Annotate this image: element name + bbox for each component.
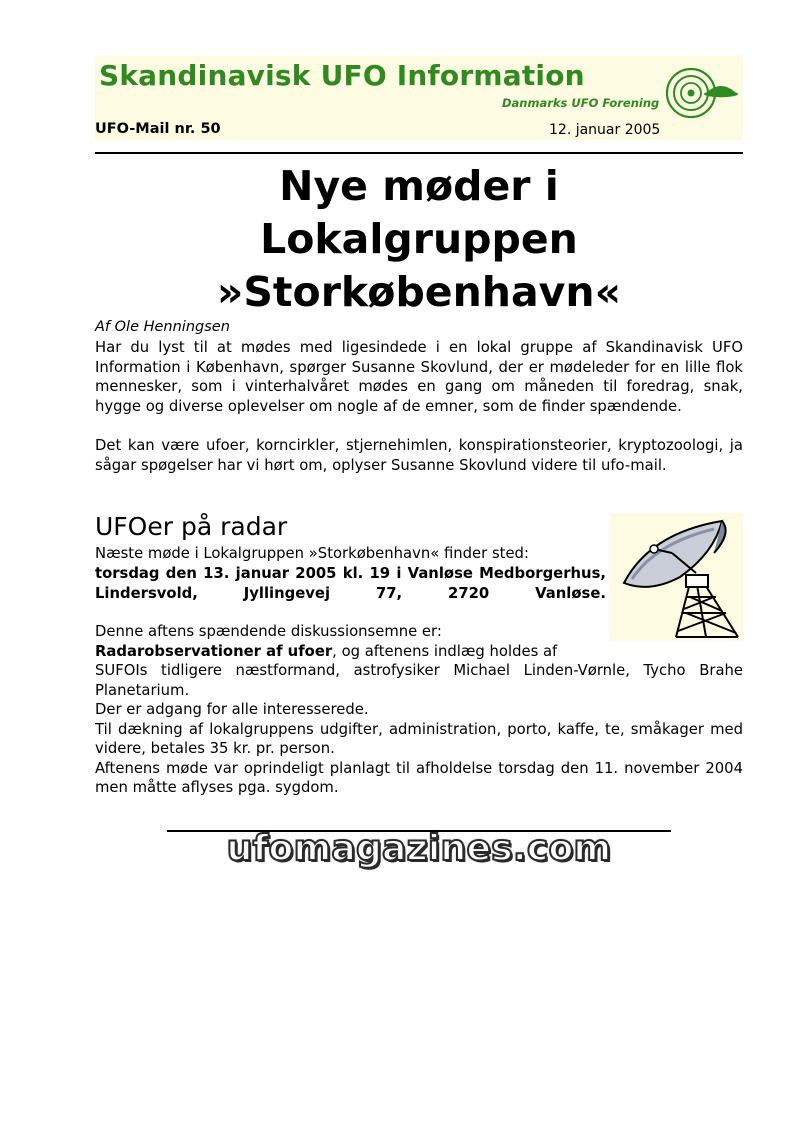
ufo-target-logo-icon [663, 62, 741, 124]
meeting-time-place: torsdag den 13. januar 2005 kl. 19 i Vanløse Medborgerhus, Lindersvold, Jyllingevej 77, 2720 Vanløse. [95, 565, 606, 602]
headline-line-1: Nye møder i [279, 162, 559, 210]
article-paragraph-2: Det kan være ufoer, korncirkler, stjernehimlen, konspirationsteorier, kryptozoologi, ja sågar spøgelser har vi hørt om, oplyser Susanne Skovlund videre til ufo-mail. [95, 437, 743, 474]
topic-title: Radarobservationer af ufoer [95, 643, 333, 660]
original-date-note: Aftenens møde var oprindeligt planlagt til afholdelse torsdag den 11. november 2004 men måtte aflyses pga. sygdom. [95, 759, 743, 796]
topic-line [95, 642, 606, 662]
costs-note: Til dækning af lokalgruppens udgifter, administration, porto, kaffe, te, småkager med videre, betales 35 kr. pr. person. [95, 720, 743, 757]
issue-date: 12. januar 2005 [549, 122, 661, 138]
article-byline: Af Ole Henningsen [95, 319, 230, 335]
issue-number: UFO-Mail nr. 50 [95, 121, 221, 137]
masthead-banner [95, 56, 743, 140]
section-heading: UFOer på radar [95, 512, 288, 541]
headline-line-2: Lokalgruppen [260, 215, 578, 263]
topic-speaker-intro: , og aftenens indlæg holdes af [332, 643, 558, 660]
organization-name: Danmarks UFO Forening [502, 96, 660, 110]
article-paragraph-1: Har du lyst til at mødes med ligesindede i en lokal gruppe af Skandinavisk UFO Information i København, spørger Susanne Skovlund, der er mødeleder for en lille flok mennesker, som i vinterhalvåret mødes en gang om måneden til foredrag, snak, hygge og diverse oplevelser om nogle af de emner, som de finder spændende. [95, 339, 743, 415]
article-headline [95, 160, 743, 319]
newsletter-page [95, 56, 743, 869]
watermark-text: ufomagazines.com [226, 828, 612, 869]
header-divider [95, 152, 743, 154]
headline-line-3: »Storkøbenhavn« [216, 268, 622, 316]
section-body [95, 661, 743, 798]
meeting-intro: Næste møde i Lokalgruppen »Storkøbenhavn« finder sted: [95, 545, 529, 562]
access-note: Der er adgang for alle interesserede. [95, 701, 369, 718]
speaker-details: SUFOIs tidligere næstformand, astrofysiker Michael Linden-Vørnle, Tycho Brahe Planetarium. [95, 662, 743, 699]
radar-dish-icon [610, 513, 743, 641]
newsletter-title: Skandinavisk UFO Information [99, 59, 585, 92]
topic-intro: Denne aftens spændende diskussionsemne er: [95, 623, 442, 640]
